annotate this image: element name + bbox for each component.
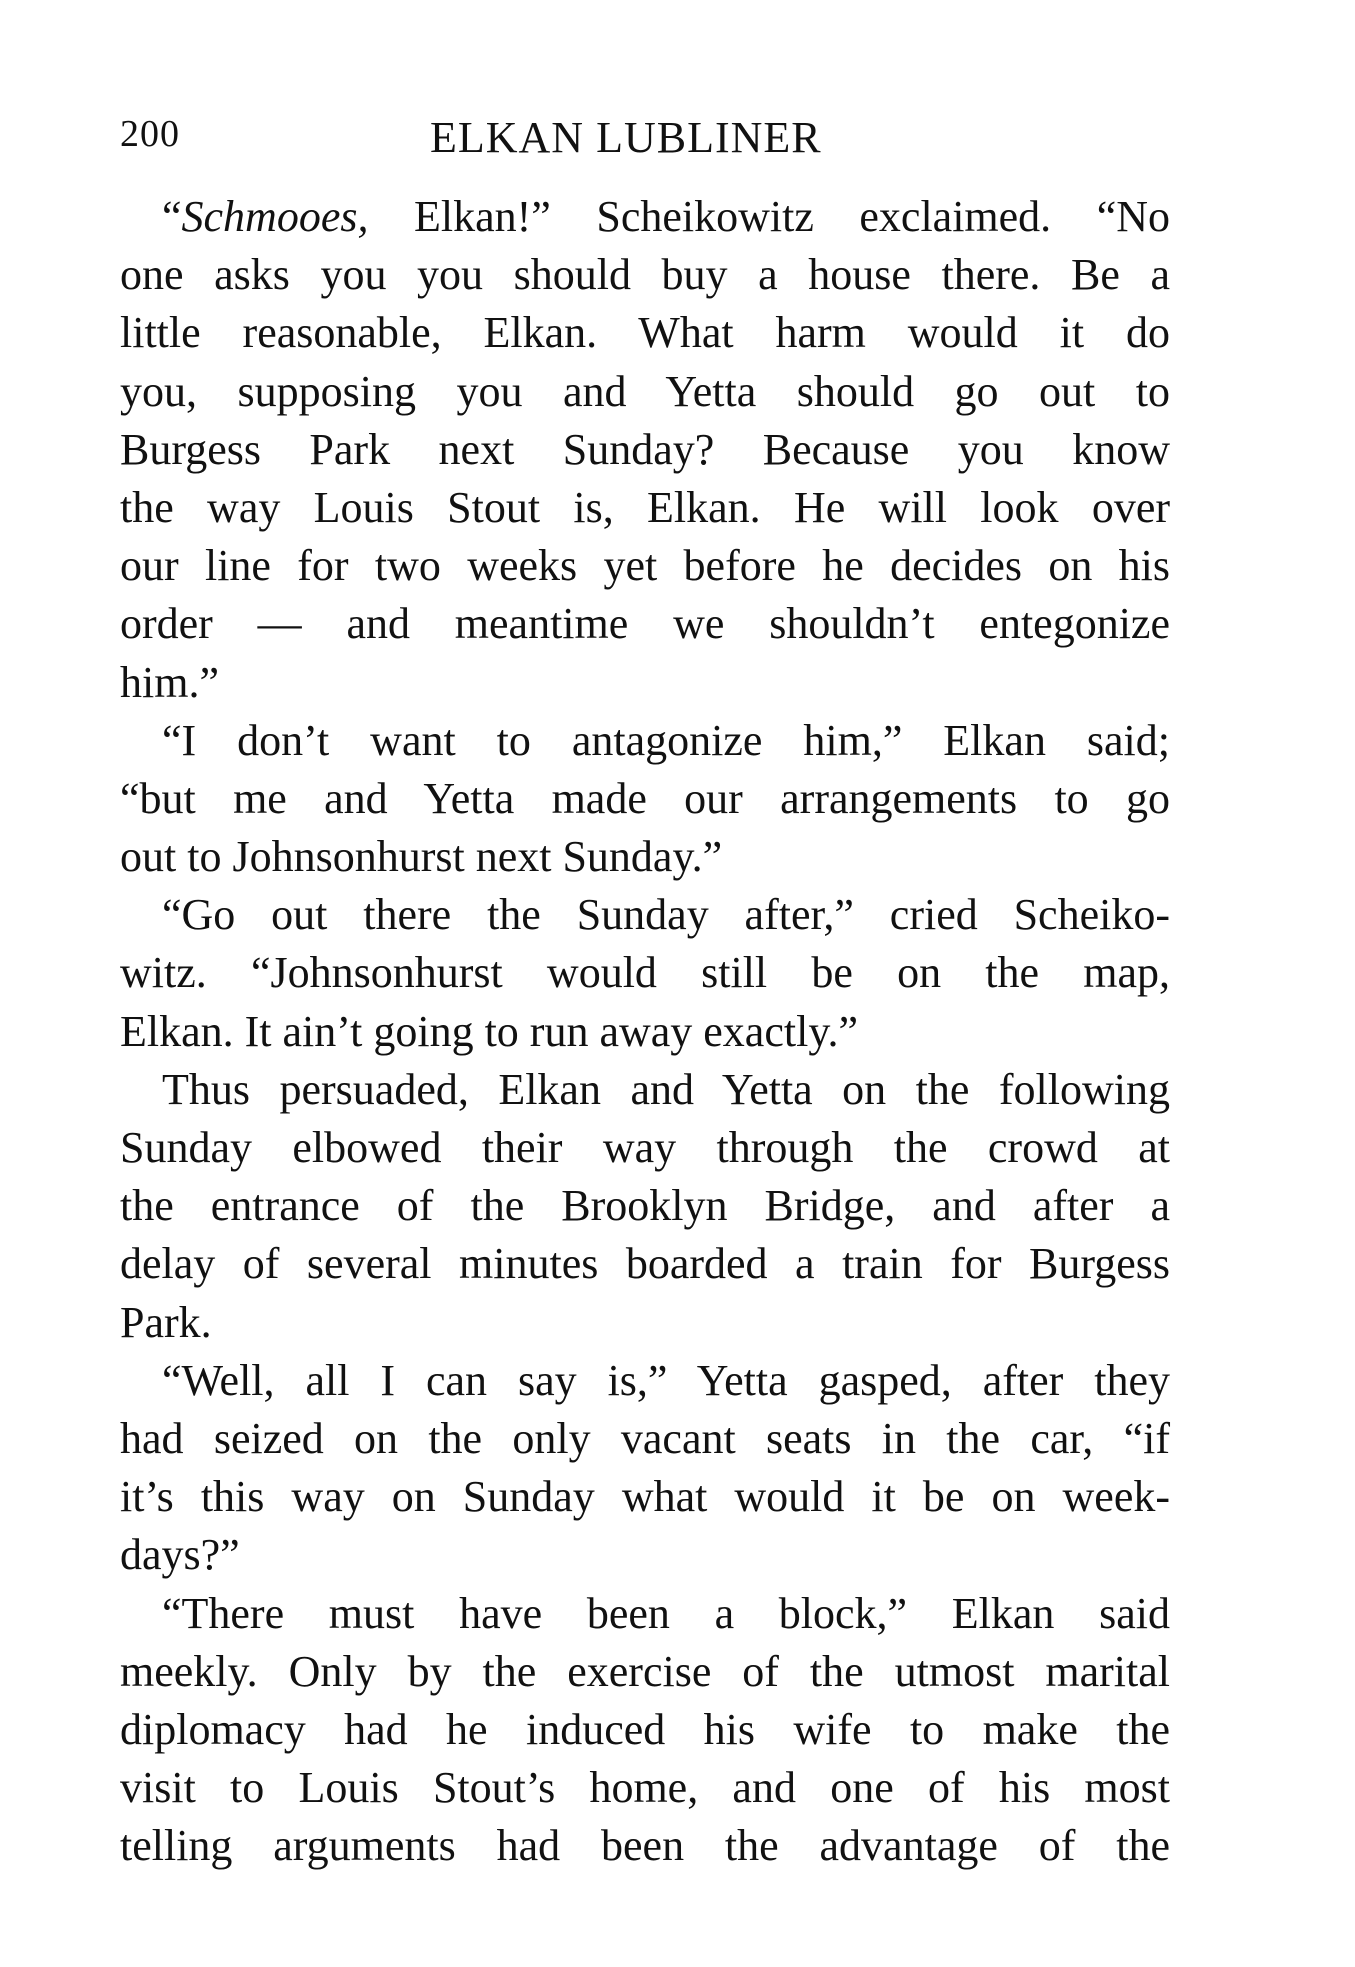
text-line: little reasonable, Elkan. What harm would it do [120, 308, 1170, 358]
italic-word: Schmooes, [181, 192, 369, 241]
text-line: one asks you you should buy a house there. Be a [120, 250, 1170, 300]
text-line: him.” [120, 657, 219, 707]
text-line: order — and meantime we shouldn’t entegonize [120, 599, 1170, 649]
text-line: “Go out there the Sunday after,” cried Scheiko- [162, 890, 1170, 940]
text-line: it’s this way on Sunday what would it be on week- [120, 1472, 1170, 1522]
text-line: Burgess Park next Sunday? Because you know [120, 424, 1170, 474]
text-line: our line for two weeks yet before he decides on his [120, 541, 1170, 591]
text-line: “but me and Yetta made our arrangements to go [120, 773, 1170, 823]
text-line: Park. [120, 1297, 212, 1347]
page-header [120, 112, 1180, 172]
text-line: diplomacy had he induced his wife to make the [120, 1704, 1170, 1754]
text-line: had seized on the only vacant seats in the car, “if [120, 1413, 1170, 1463]
text-line: “Schmooes, Elkan!” Scheikowitz exclaimed. “No [162, 192, 1170, 241]
page-number: 200 [120, 113, 180, 155]
text-line: “Well, all I can say is,” Yetta gasped, after they [162, 1355, 1170, 1405]
text-line: you, supposing you and Yetta should go out to [120, 366, 1170, 416]
text-line: out to Johnsonhurst next Sunday.” [120, 832, 723, 882]
text-line: delay of several minutes boarded a train for Burgess [120, 1239, 1170, 1289]
text-line: “I don’t want to antagonize him,” Elkan said; [162, 715, 1170, 765]
text-line: visit to Louis Stout’s home, and one of his most [120, 1763, 1170, 1813]
text-line: Thus persuaded, Elkan and Yetta on the following [162, 1064, 1170, 1114]
running-title: ELKAN LUBLINER [430, 113, 822, 162]
body-text [120, 188, 1170, 1875]
text-line: the entrance of the Brooklyn Bridge, and after a [120, 1181, 1170, 1231]
text-line: meekly. Only by the exercise of the utmost marital [120, 1646, 1170, 1696]
text-line: Elkan. It ain’t going to run away exactly.” [120, 1006, 858, 1056]
text-line: witz. “Johnsonhurst would still be on the map, [120, 948, 1170, 998]
text-line: “There must have been a block,” Elkan said [162, 1588, 1170, 1638]
text-line: days?” [120, 1530, 240, 1580]
text-line: the way Louis Stout is, Elkan. He will look over [120, 482, 1170, 532]
text-line: telling arguments had been the advantage of the [120, 1821, 1170, 1871]
text-line: Sunday elbowed their way through the crowd at [120, 1123, 1170, 1172]
